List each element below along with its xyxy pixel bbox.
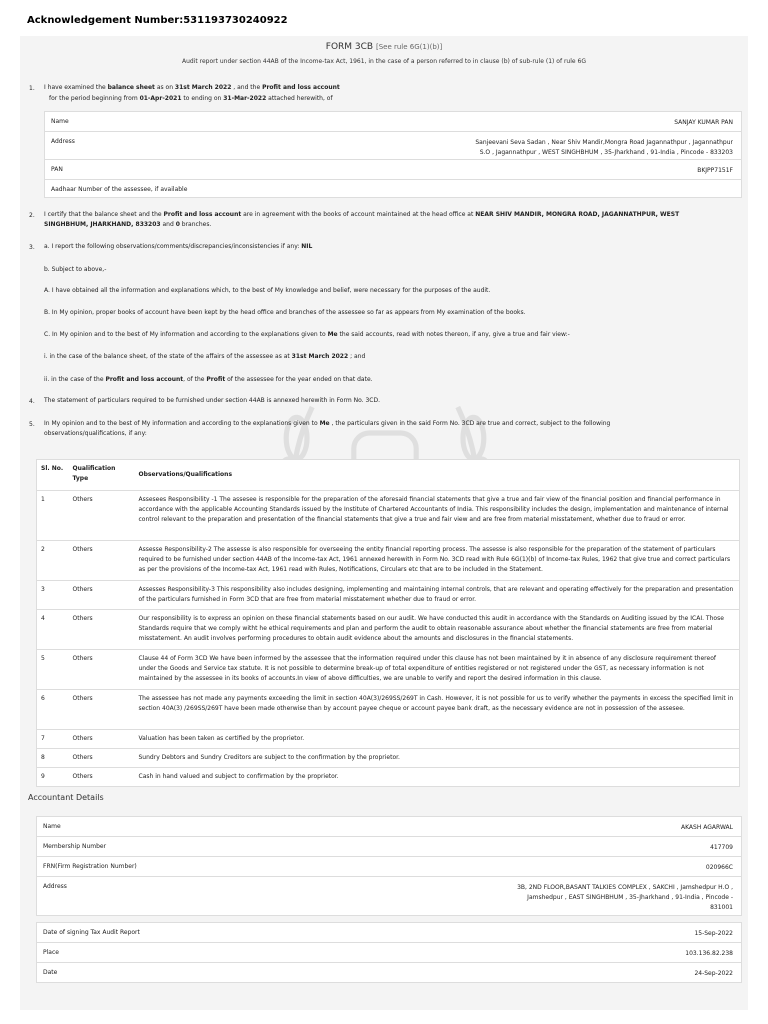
para-3a: a. I report the following observations/comments/discrepancies/inconsistencies if any: NIL [44, 243, 313, 250]
para-1-line-1: I have examined the balance sheet as on 31st March 2022 , and the Profit and loss account [44, 84, 340, 91]
signing-details [36, 922, 742, 983]
col-qualification-type: Qualification Type [69, 460, 135, 491]
para-2-number: 2. [29, 212, 35, 219]
form-rule: [See rule 6G(1)(b)] [375, 43, 443, 51]
table-row: 1 Others Assesees Responsibility -1 The assesee is responsible for the preparation of the aforesaid financial statements that give a true and fair view of the financial position and financial performance in accordance with the applicable Accounting Standards issued by the Institute of Chartered Accountants of India. This responsibility includes the design, implementation and maintenance of internal control relevant to the preparation and presentation of the financial statements that give a true and fair view and are free from material misstatement, whether due to fraud or error. [37, 491, 740, 541]
table-row: 3 Others Assesses Responsibility-3 This responsibility also includes designing, implementing and maintaining internal controls, that are relevant and operating effectively for the preparation and presentation of the particulars furnished in Form 3CD that are free from material misstatement whether due to fraud or error. [37, 581, 740, 610]
place-row: Place 103.136.82.238 [37, 943, 741, 963]
para-1-number: 1. [29, 85, 35, 92]
table-row: 5 Others Clause 44 of Form 3CD We have been informed by the assessee that the information required under this clause has not been maintained by it in absence of any disclosure requirement thereof under the Goods and Service tax statute. It is not possible to determine break-up of total expenditure of entities registered or not registered under the GST, as necessary information is not maintained by the assessee in its books of accounts.In view of above difficulties, we are unable to verify and report the desired information in this clause. [37, 650, 740, 690]
para-3-number: 3. [29, 244, 35, 251]
para-5-text: In My opinion and to the best of My information and according to the explanations given to Me , the particulars given in the said Form No. 3CD are true and correct, subject to the following observations/qualifications, if any: [44, 420, 611, 437]
accountant-details-title: Accountant Details [28, 793, 104, 802]
para-3b: b. Subject to above,- [44, 266, 107, 273]
col-sl-no: Sl. No. [37, 460, 69, 491]
para-3-A: A. I have obtained all the information and explanations which, to the best of My knowledge and belief, were necessary for the purposes of the audit. [44, 287, 491, 294]
para-4-number: 4. [29, 398, 35, 405]
assessee-pan-row: PAN BKJPP7151F [45, 160, 741, 180]
accountant-address-row: Address 3B, 2ND FLOOR,BASANT TALKIES COMPLEX , SAKCHI , Jamshedpur H.O , Jamshedpur , EAST SINGHBHUM , 35-Jharkhand , 91-India , Pincode - 831001 [43, 883, 733, 911]
ack-label: Acknowledgement Number: [27, 15, 184, 26]
ack-value: 531193730240922 [183, 15, 288, 26]
membership-number-row: Membership Number 417709 [37, 837, 741, 857]
table-row: 7 Others Valuation has been taken as certified by the proprietor. [37, 730, 740, 749]
signing-date-row: Date of signing Tax Audit Report 15-Sep-2022 [37, 923, 741, 943]
table-row: 9 Others Cash in hand valued and subject to confirmation by the proprietor. [37, 768, 740, 787]
observations-header-row [37, 460, 740, 491]
para-3-B: B. In My opinion, proper books of account have been kept by the head office and branches of the assessee so far as appears from My examination of the books. [44, 309, 526, 316]
para-2-text: I certify that the balance sheet and the Profit and loss account are in agreement with the books of account maintained at the head office at NEAR SHIV MANDIR, MONGRA ROAD, JAGANNATHPUR, WEST SINGHBHUM, JHARKHAND, 833203 and 0 branches. [44, 211, 680, 228]
form-title [0, 42, 768, 52]
form-description: Audit report under section 44AB of the Income-tax Act, 1961, in the case of a person referred to in clause (b) of sub-rule (1) of rule 6G [182, 58, 586, 65]
accountant-name-row: Name AKASH AGARWAL [37, 817, 741, 837]
table-row: 4 Others Our responsibility is to express an opinion on these financial statements based on our audit. We have conducted this audit in accordance with the Standards on Auditing issued by the ICAI. Those Standards require that we comply witht he ethical requirements and plan and perform the audit to obtain reasonable assurance about whether the financial statements are free from material misstatement. An audit involves performing procedures to obtain audit evidence about the amounts and disclosures in the financial statements. [37, 610, 740, 650]
accountant-details [36, 816, 742, 916]
table-row: 8 Others Sundry Debtors and Sundry Creditors are subject to the confirmation by the proprietor. [37, 749, 740, 768]
para-3-i: i. in the case of the balance sheet, of the state of the affairs of the assessee as at 31st March 2022 ; and [44, 353, 366, 360]
assessee-address-row: Address Sanjeevani Seva Sadan , Near Shiv Mandir,Mongra Road Jagannathpur , Jagannathpur S.O , Jagannathpur , WEST SINGHBHUM , 35-Jharkhand , 91-India , Pincode - 833203 [45, 132, 741, 160]
acknowledgement-number [27, 15, 288, 26]
assessee-name-row: Name SANJAY KUMAR PAN [45, 112, 741, 132]
para-4-text: The statement of particulars required to be furnished under section 44AB is annexed herewith in Form No. 3CD. [44, 397, 380, 404]
form-name: FORM 3CB [325, 42, 374, 52]
para-3-ii: ii. in the case of the Profit and loss account, of the Profit of the assessee for the year ended on that date. [44, 376, 373, 383]
date-row: Date 24-Sep-2022 [43, 969, 733, 977]
para-1-line-2: for the period beginning from 01-Apr-2021 to ending on 31-Mar-2022 attached herewith, of [49, 95, 333, 102]
observations-table [36, 459, 740, 787]
para-5-number: 5. [29, 421, 35, 428]
frn-row: FRN(Firm Registration Number) 020966C [37, 857, 741, 877]
col-observations: Observations/Qualifications [135, 460, 740, 491]
assessee-details [44, 111, 742, 198]
para-3-C: C. In My opinion and to the best of My information and according to the explanations given to Me the said accounts, read with notes thereon, if any, give a true and fair view:- [44, 331, 570, 338]
table-row: 6 Others The assessee has not made any payments exceeding the limit in section 40A(3)/269SS/269T in Cash. However, it is not possible for us to verify whether the payments in excess the specified limit in section 40A(3) /269SS/269T have been made otherwise than by account payee cheque or account payee bank draft, as the necessary evidence are not in possession of the assesee. [37, 690, 740, 730]
table-row: 2 Others Assesse Responsibility-2 The assesse is also responsible for overseeing the entity financial reporting process. The assesse is also responsible for the preparation of the statement of particulars required to be furnished under section 44AB of the Income-tax Act, 1961 annexed herewith in Form No. 3CD read with Rule 6G(1)(b) of Income-tax Rules, 1962 that give true and correct particulars as per the provisions of the Income-tax Act, 1961 read with Rules, Notifications, Circulars etc that are to be included in the Statement. [37, 541, 740, 581]
assessee-aadhaar-row: Aadhaar Number of the assessee, if available [51, 186, 188, 193]
